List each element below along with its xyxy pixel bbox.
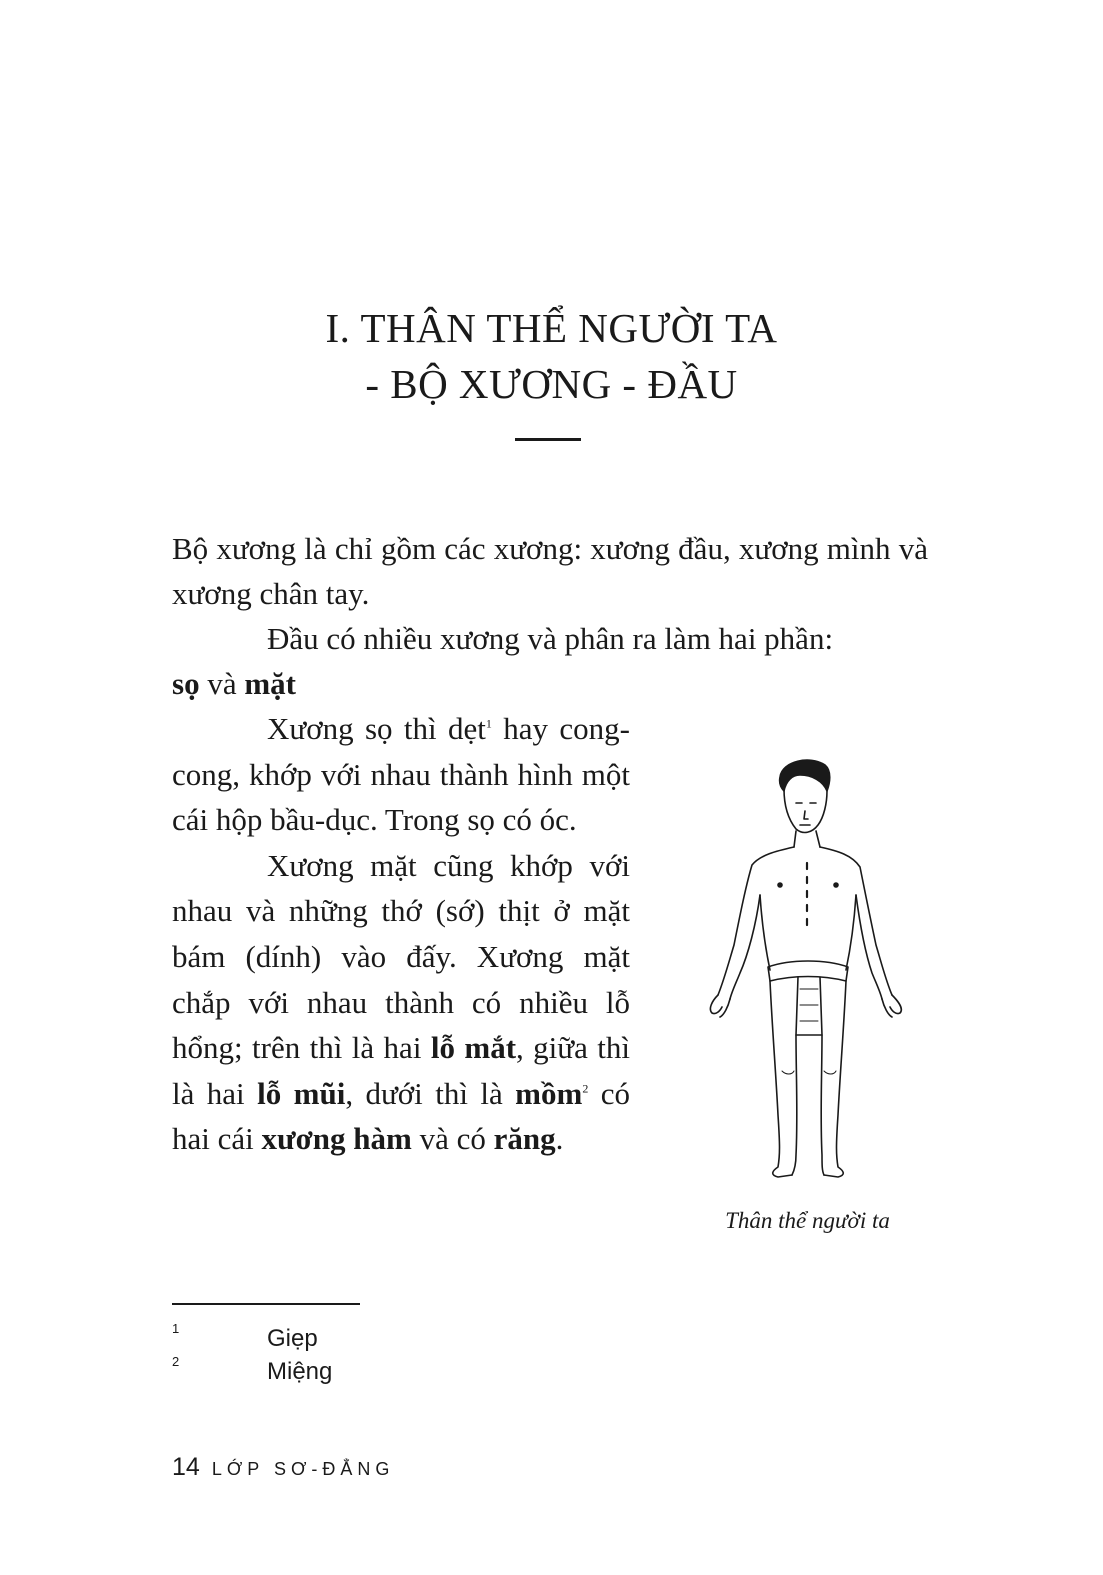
footnote-ref-2: 2 [582,1081,589,1096]
chapter-title-line1: I. THÂN THỂ NGƯỜI TA [325,305,778,351]
footnote-text: Giẹp [267,1325,318,1352]
paragraph-4: Xương mặt cũng khớp với nhau và những thớ (sớ) thịt ở mặt bám (dính) vào đấy. Xương mặt chắp với nhau thành có nhiều lỗ hổng; trên thì là hai lỗ mắt, giữa thì là hai lỗ mũi, dưới thì là mồm$^2$ có hai cái xương hàm và có răng. [172,847,630,1157]
body-column [172,706,630,1162]
footnote-number: 1 [172,1321,180,1336]
paragraph-2-cont: sọ và mặt [172,666,296,701]
running-title: LỚP SƠ-ĐẲNG [211,1459,395,1479]
paragraph-2: Đầu có nhiều xương và phân ra làm hai phần: [267,621,834,656]
footnote-number: 2 [172,1354,180,1369]
page-footer [172,1453,394,1482]
paragraph-1: Bộ xương là chỉ gồm các xương: xương đầu, xương mình và xương chân tay. [172,531,928,611]
footnote-text: Miệng [267,1358,333,1385]
chapter-title-line2: - BỘ XƯƠNG - ĐẦU [365,361,738,407]
footnote-ref-1: 1 [485,716,492,731]
paragraph-3: Xương sọ thì dẹt$^1$ hay cong-cong, khớp với nhau thành hình một cái hộp bầu-dục. Trong sọ có óc. [172,711,630,838]
figure-caption: Thân thể người ta [725,1208,890,1233]
intro-text [172,526,928,706]
title-divider [515,438,581,441]
page-number: 14 [172,1453,200,1481]
chapter-title [0,300,1103,412]
human-figure-illustration [700,755,915,1185]
footnote-divider [172,1303,360,1305]
